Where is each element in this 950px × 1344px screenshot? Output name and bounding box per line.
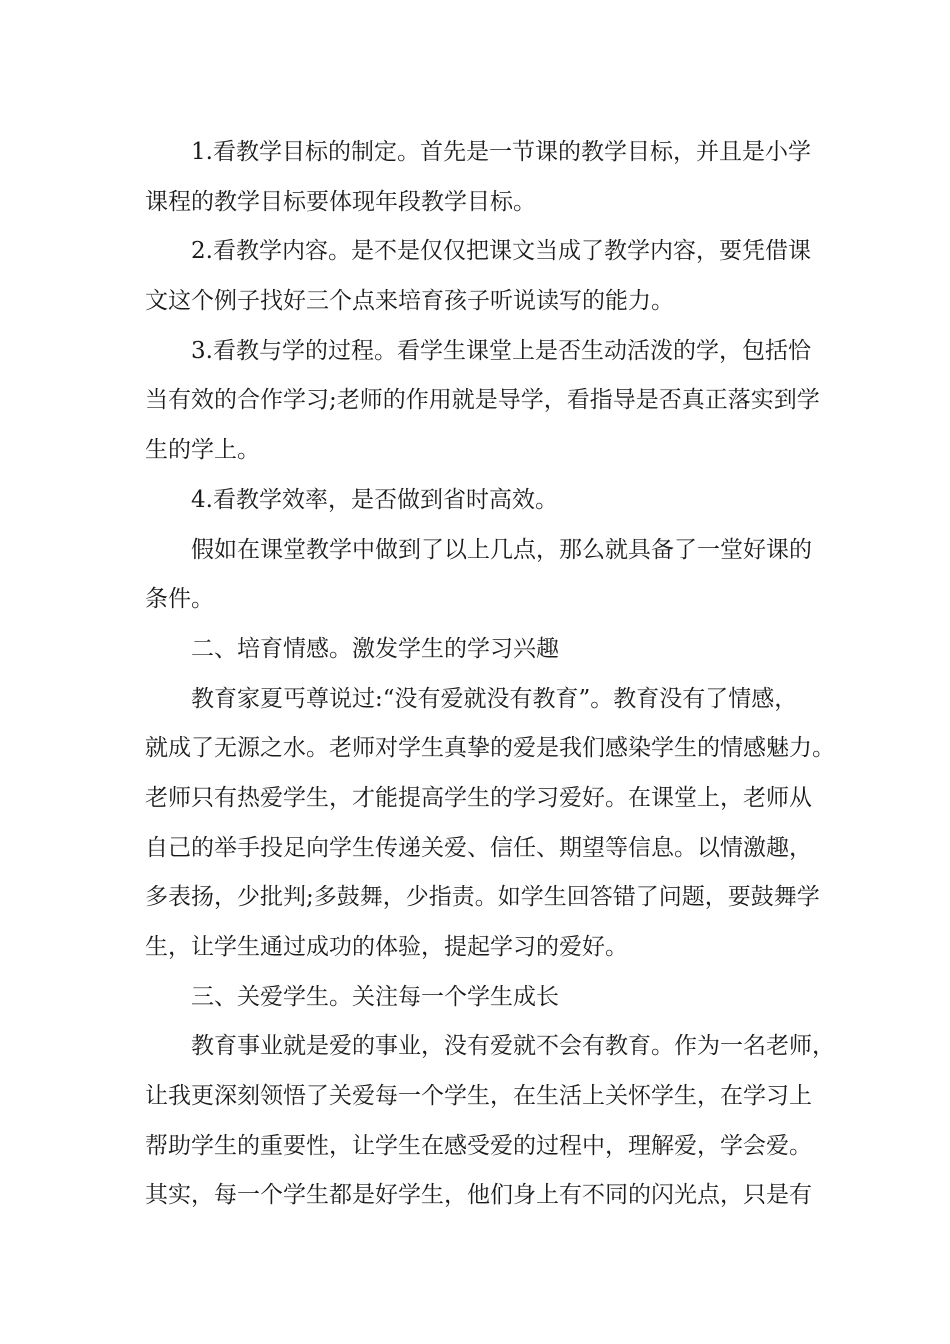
text-line: 帮助学生的重要性，让学生在感受爱的过程中，理解爱，学会爱。 <box>145 1132 812 1159</box>
text-line: 老师只有热爱学生，才能提高学生的学习爱好。在课堂上，老师从 <box>145 784 812 811</box>
section-heading: 三、关爱学生。关注每一个学生成长 <box>191 983 559 1010</box>
text-line: 多表扬，少批判;多鼓舞，少指责。如学生回答错了问题，要鼓舞学 <box>145 884 820 911</box>
text-line: 课程的教学目标要体现年段教学目标。 <box>145 188 536 215</box>
text-line: 3.看教与学的过程。看学生课堂上是否生动活泼的学，包括恰 <box>191 337 811 364</box>
text-line: 其实，每一个学生都是好学生，他们身上有不同的闪光点，只是有 <box>145 1182 812 1209</box>
text-line: 让我更深刻领悟了关爱每一个学生，在生活上关怀学生，在学习上 <box>145 1083 812 1110</box>
text-line: 2.看教学内容。是不是仅仅把课文当成了教学内容，要凭借课 <box>191 238 811 265</box>
text-line: 就成了无源之水。老师对学生真挚的爱是我们感染学生的情感魅力。 <box>145 735 835 762</box>
text-line: 假如在课堂教学中做到了以上几点，那么就具备了一堂好课的 <box>191 536 812 563</box>
text-line: 教育家夏丐尊说过:“没有爱就没有教育”。教育没有了情感， <box>191 685 798 712</box>
text-line: 文这个例子找好三个点来培育孩子听说读写的能力。 <box>145 288 674 315</box>
text-line: 1.看教学目标的制定。首先是一节课的教学目标，并且是小学 <box>191 139 811 165</box>
text-line: 教育事业就是爱的事业，没有爱就不会有教育。作为一名老师， <box>191 1033 835 1060</box>
text-line: 4.看教学效率，是否做到省时高效。 <box>191 486 558 513</box>
text-line: 生的学上。 <box>145 437 260 464</box>
section-heading: 二、培育情感。激发学生的学习兴趣 <box>191 635 559 662</box>
text-line: 生，让学生通过成功的体验，提起学习的爱好。 <box>145 934 628 960</box>
text-line: 自己的举手投足向学生传递关爱、信任、期望等信息。以情激趣， <box>145 834 812 861</box>
text-line: 条件。 <box>145 586 214 613</box>
document-page <box>145 128 835 1221</box>
text-line: 当有效的合作学习;老师的作用就是导学，看指导是否真正落实到学 <box>145 387 820 414</box>
